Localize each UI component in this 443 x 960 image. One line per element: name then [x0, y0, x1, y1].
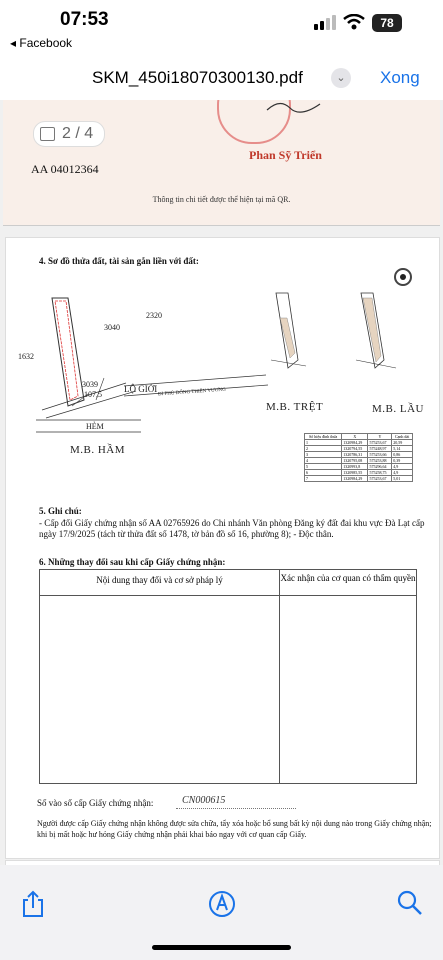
coord-cell: 1320984,29: [342, 440, 368, 446]
done-button[interactable]: Xong: [380, 68, 420, 87]
hem-label: HẺM: [86, 422, 104, 431]
coord-cell: 7: [305, 476, 342, 482]
coord-cell: 6: [305, 470, 342, 476]
registration-label: Số vào sổ cấp Giấy chứng nhận:: [37, 798, 154, 808]
coord-cell: 1: [305, 440, 342, 446]
battery-indicator: 78: [372, 14, 402, 32]
coord-cell: 575296,64: [368, 464, 392, 470]
back-to-app-link[interactable]: ◂ Facebook: [10, 36, 73, 50]
lot-area-label: 107,5: [84, 390, 102, 399]
markup-icon[interactable]: [208, 890, 236, 918]
lo-gioi-label: LỘ GIỚI: [124, 384, 158, 394]
status-time: 07:53: [60, 9, 109, 30]
coord-cell: 1320786,31: [342, 452, 368, 458]
changes-header-row: [40, 570, 416, 596]
lot-3039-label: 3039: [82, 380, 98, 389]
search-icon[interactable]: [397, 890, 423, 916]
section-5-text: - Cấp đổi Giấy chứng nhận số AA 02765926 do Chi nhánh Văn phòng Đăng ký đất đai khu vực Đà Lạt cấp ngày 17/9/2025 (tách từ thửa đất số 1478, tờ bản đồ số 16, phường 8); - Độc thân.: [39, 518, 425, 539]
lot-2320-label: 2320: [146, 311, 162, 320]
changes-col1-header: Nội dung thay đổi và cơ sở pháp lý: [96, 575, 223, 585]
coord-cell: 1320984,29: [342, 476, 368, 482]
changes-col2-header: Xác nhận của cơ quan có thẩm quyền: [280, 573, 416, 583]
signature-stroke: [265, 100, 325, 114]
pdf-page-2: [5, 237, 440, 859]
coord-cell: 575253,88: [368, 458, 392, 464]
coord-cell: 20,59: [392, 440, 413, 446]
coord-cell: 575253,66: [368, 452, 392, 458]
mb-ham-label: M.B. HẦM: [70, 444, 126, 456]
coord-cell: 575253,67: [368, 440, 392, 446]
street-name-label: ĐI PHÙ ĐỔNG THIÊN VƯƠNG: [157, 387, 226, 398]
coord-cell: 4: [305, 458, 342, 464]
section-6-title: 6. Những thay đổi sau khi cấp Giấy chứng nhận:: [39, 557, 226, 567]
pdf-viewer[interactable]: [0, 100, 443, 865]
qr-note: Thông tin chi tiết được thể hiện tại mã QR.: [152, 195, 291, 204]
changes-col-1: [40, 570, 280, 783]
coord-cell: 4,9: [392, 470, 413, 476]
document-navbar: [0, 55, 443, 100]
page-thumbnail-icon: [40, 127, 55, 141]
registration-value: CN000615: [182, 795, 226, 806]
coord-cell: 5: [305, 464, 342, 470]
coord-cell: 0,39: [392, 458, 413, 464]
coordinate-table: [304, 433, 413, 482]
page-indicator-text: 2 / 4: [62, 125, 94, 142]
coord-cell: 5,14: [392, 446, 413, 452]
north-arrow-icon: [394, 268, 412, 286]
coord-header: X: [342, 434, 368, 440]
home-indicator: [152, 945, 291, 950]
certificate-serial: AA 04012364: [31, 162, 99, 176]
document-title[interactable]: SKM_450i18070300130.pdf: [92, 68, 303, 87]
lot-1632-label: 1632: [18, 352, 34, 361]
coord-header: Số hiệu đỉnh thửa: [305, 434, 342, 440]
coord-cell: 575248,97: [368, 446, 392, 452]
signer-name: Phan Sỹ Triển: [249, 148, 322, 162]
coord-cell: 575253,67: [368, 476, 392, 482]
page-indicator: [33, 121, 105, 147]
section-5-title: 5. Ghi chú:: [39, 506, 82, 516]
coord-cell: 2: [305, 446, 342, 452]
mb-tret-label: M.B. TRỆT: [266, 401, 324, 413]
coord-cell: 1320993,8: [342, 464, 368, 470]
mb-lau-label: M.B. LẦU: [372, 403, 424, 415]
coord-cell: 575258,75: [368, 470, 392, 476]
coord-cell: 1320795,08: [342, 458, 368, 464]
pdf-page-1: [3, 100, 440, 226]
coord-cell: 3: [305, 452, 342, 458]
wifi-icon: [343, 14, 365, 30]
coord-header: Cạnh dài: [392, 434, 413, 440]
status-bar: [0, 0, 443, 55]
coord-cell: 0,86: [392, 452, 413, 458]
coord-row: [305, 476, 413, 482]
share-icon[interactable]: [20, 890, 46, 918]
coord-cell: 1320985,55: [342, 470, 368, 476]
registration-line: [176, 808, 296, 809]
coord-cell: 5,01: [392, 476, 413, 482]
page-footer-note: Người được cấp Giấy chứng nhận không được sửa chữa, tẩy xóa hoặc bổ sung bất kỳ nội dung nào trong Giấy chứng nhận; khi bị mất hoặc hư hỏng Giấy chứng nhận phải khai báo ngay với cơ quan cấp Giấy.: [37, 819, 432, 839]
coord-cell: 1320794,55: [342, 446, 368, 452]
coord-cell: 4,9: [392, 464, 413, 470]
changes-table: [39, 569, 417, 784]
lot-3040-label: 3040: [104, 323, 120, 332]
section-4-title: 4. Sơ đồ thửa đất, tài sản gắn liền với đất:: [39, 256, 199, 266]
coord-header: Y: [368, 434, 392, 440]
title-menu-chevron-icon[interactable]: ⌄: [331, 68, 351, 88]
